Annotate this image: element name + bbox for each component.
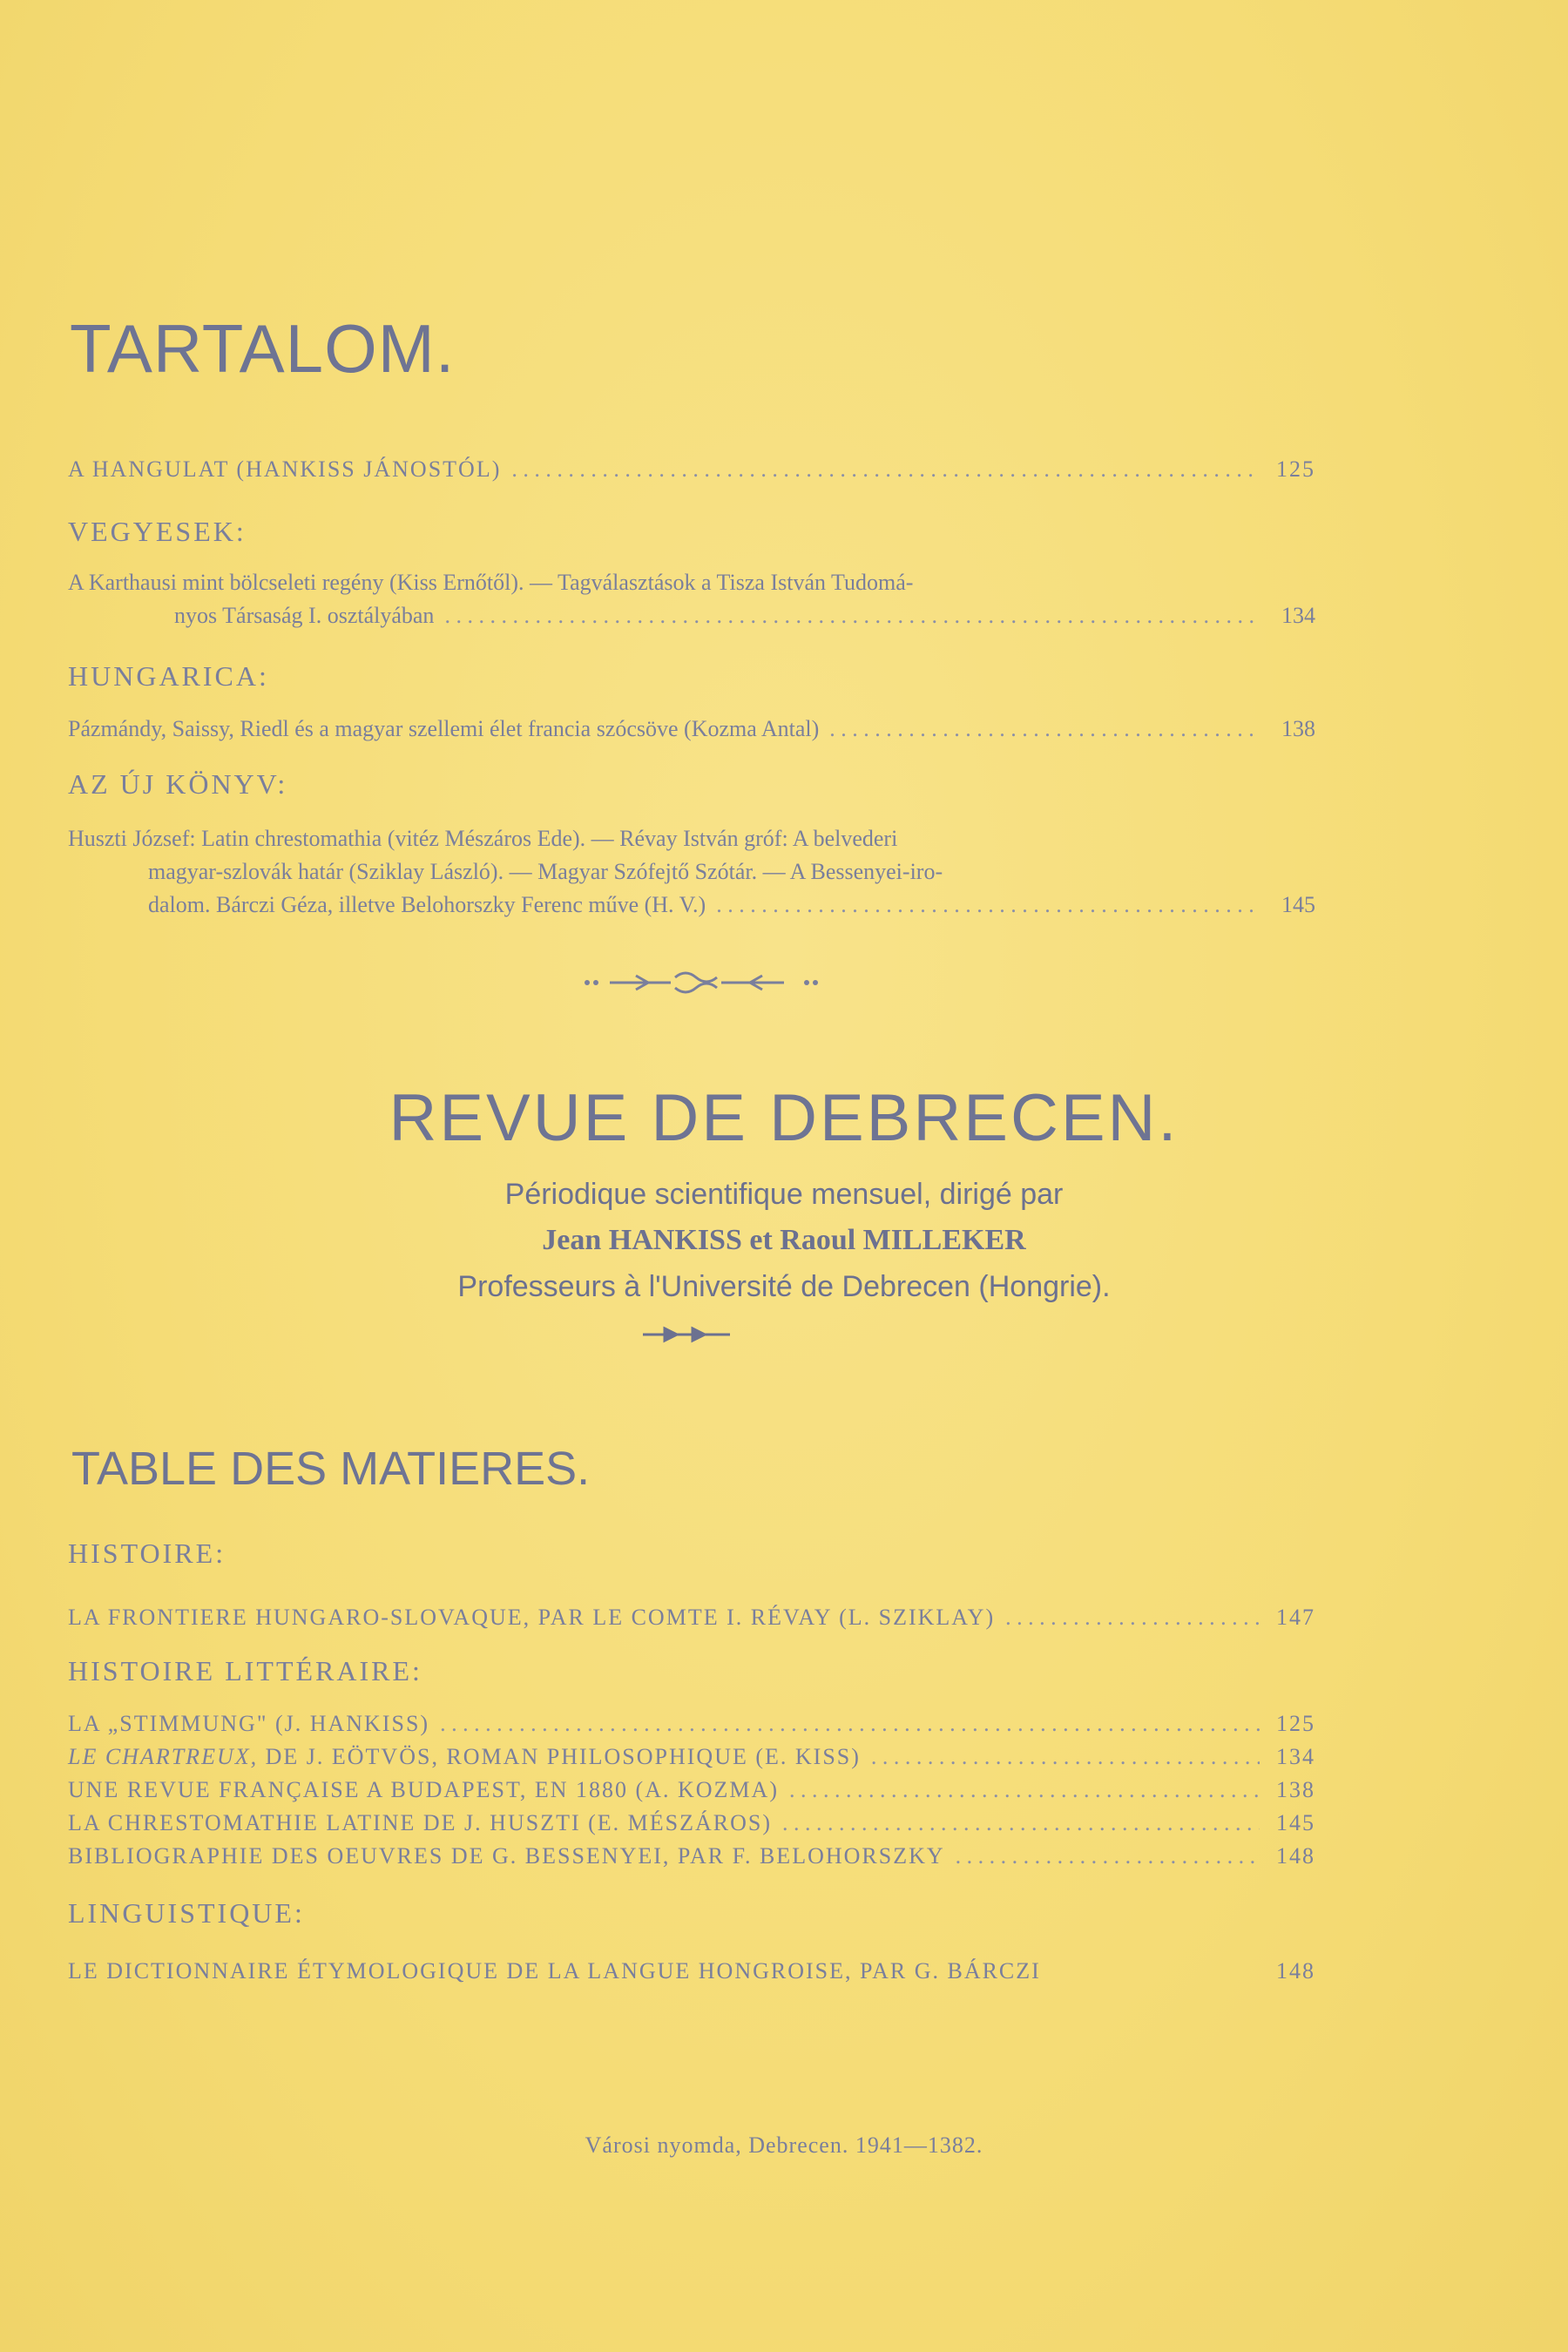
toc-entry-text: dalom. Bárczi Géza, illetve Belohorszky Ferenc műve (H. V.) [148, 892, 706, 917]
toc-entry-litt [68, 1707, 1315, 1740]
toc-page-number: 134 [1276, 1744, 1315, 1769]
section-heading-linguistique: LINGUISTIQUE: [68, 1897, 305, 1929]
leader-dots [440, 1707, 1260, 1740]
toc-entry-text: LA „STIMMUNG" (J. HANKISS) [68, 1711, 430, 1736]
section-heading-hungarica: HUNGARICA: [68, 660, 269, 692]
toc-entry-litt [68, 1840, 1315, 1873]
toc-entry-text: A HANGULAT (HANKISS JÁNOSTÓL) [68, 456, 502, 482]
toc-page-number: 134 [1281, 603, 1315, 628]
toc-entry-rest: DE J. EÖTVÖS, ROMAN PHILOSOPHIQUE (E. KISS) [258, 1744, 861, 1769]
toc-page-number: 147 [1276, 1605, 1315, 1630]
toc-entry-text: LA CHRESTOMATHIE LATINE DE J. HUSZTI (E. MÉSZÁROS) [68, 1810, 773, 1835]
toc-entry-linguistique [68, 1955, 1315, 1988]
revue-editors: Jean HANKISS et Raoul MILLEKER [542, 1224, 1026, 1256]
toc-entry-italic: LE CHARTREUX, [68, 1744, 259, 1769]
revue-subtitle: Périodique scientifique mensuel, dirigé par [504, 1178, 1064, 1211]
section-heading-litteraire: HISTOIRE LITTÉRAIRE: [68, 1655, 422, 1686]
revue-affiliation: Professeurs à l'Université de Debrecen (Hongrie). [457, 1270, 1111, 1303]
leader-dots [956, 1840, 1260, 1873]
leader-dots [444, 599, 1260, 632]
leader-dots [511, 453, 1260, 486]
toc-entry-text: Huszti József: Latin chrestomathia (vitéz Mészáros Ede). — Révay István gróf: A belvederi [68, 826, 898, 851]
toc-page-number: 138 [1276, 1777, 1315, 1802]
table-title: TABLE DES MATIERES. [71, 1443, 591, 1495]
printer-imprint: Városi nyomda, Debrecen. 1941—1382. [585, 2132, 983, 2158]
toc-page-number: 145 [1276, 1810, 1315, 1835]
toc-entry-text: A Karthausi mint bölcseleti regény (Kiss Ernőtől). — Tagválasztások a Tisza István Tudomá- [68, 570, 914, 595]
toc-entry-histoire [68, 1601, 1315, 1634]
section-heading-vegyesek: VEGYESEK: [68, 516, 247, 547]
toc-entry-text: UNE REVUE FRANÇAISE A BUDAPEST, EN 1880 (A. KOZMA) [68, 1777, 779, 1802]
toc-page-number: 148 [1276, 1958, 1315, 1984]
leader-dots [1005, 1601, 1260, 1634]
toc-entry-litt [68, 1740, 1315, 1774]
toc-page-number: 138 [1281, 716, 1315, 741]
leader-dots [871, 1740, 1260, 1774]
toc-entry-text: LA FRONTIERE HUNGARO-SLOVAQUE, PAR LE COMTE I. RÉVAY (L. SZIKLAY) [68, 1605, 996, 1630]
small-ornament-icon [639, 1326, 734, 1343]
toc-page-number: 148 [1276, 1843, 1315, 1869]
toc-entry-litt [68, 1807, 1315, 1840]
leader-dots [716, 889, 1260, 922]
leader-dots [789, 1774, 1260, 1807]
toc-entry-litt [68, 1774, 1315, 1807]
toc-entry-text: Pázmándy, Saissy, Riedl és a magyar szellemi élet francia szócsöve (Kozma Antal) [68, 716, 820, 741]
toc-entry-text: magyar-szlovák határ (Sziklay László). — Magyar Szófejtő Szótár. — A Bessenyei-iro- [148, 859, 943, 884]
leader-dots [782, 1807, 1260, 1840]
toc-page-number: 145 [1281, 892, 1315, 917]
toc-page-number: 125 [1276, 1711, 1315, 1736]
revue-title: REVUE DE DEBRECEN. [389, 1081, 1179, 1155]
toc-entry-hungarica [68, 713, 1315, 746]
toc-entry-text: BIBLIOGRAPHIE DES OEUVRES DE G. BESSENYEI, PAR F. BELOHORSZKY [68, 1843, 945, 1869]
toc-entry-text [68, 1740, 861, 1774]
ornament-divider-icon [575, 965, 836, 1000]
section-heading-histoire: HISTOIRE: [68, 1538, 226, 1569]
toc-page-number: 125 [1276, 456, 1315, 482]
leader-dots [829, 713, 1260, 746]
toc-entry-konyv [148, 889, 1315, 922]
section-heading-konyv: AZ ÚJ KÖNYV: [68, 768, 288, 800]
toc-entry-hangulat [68, 453, 1315, 486]
toc-entry-text: LE DICTIONNAIRE ÉTYMOLOGIQUE DE LA LANGUE HONGROISE, PAR G. BÁRCZI [68, 1958, 1041, 1984]
tartalom-title: TARTALOM. [70, 310, 456, 387]
toc-entry-text: nyos Társaság I. osztályában [174, 603, 435, 628]
toc-entry-vegyesek [174, 599, 1315, 632]
